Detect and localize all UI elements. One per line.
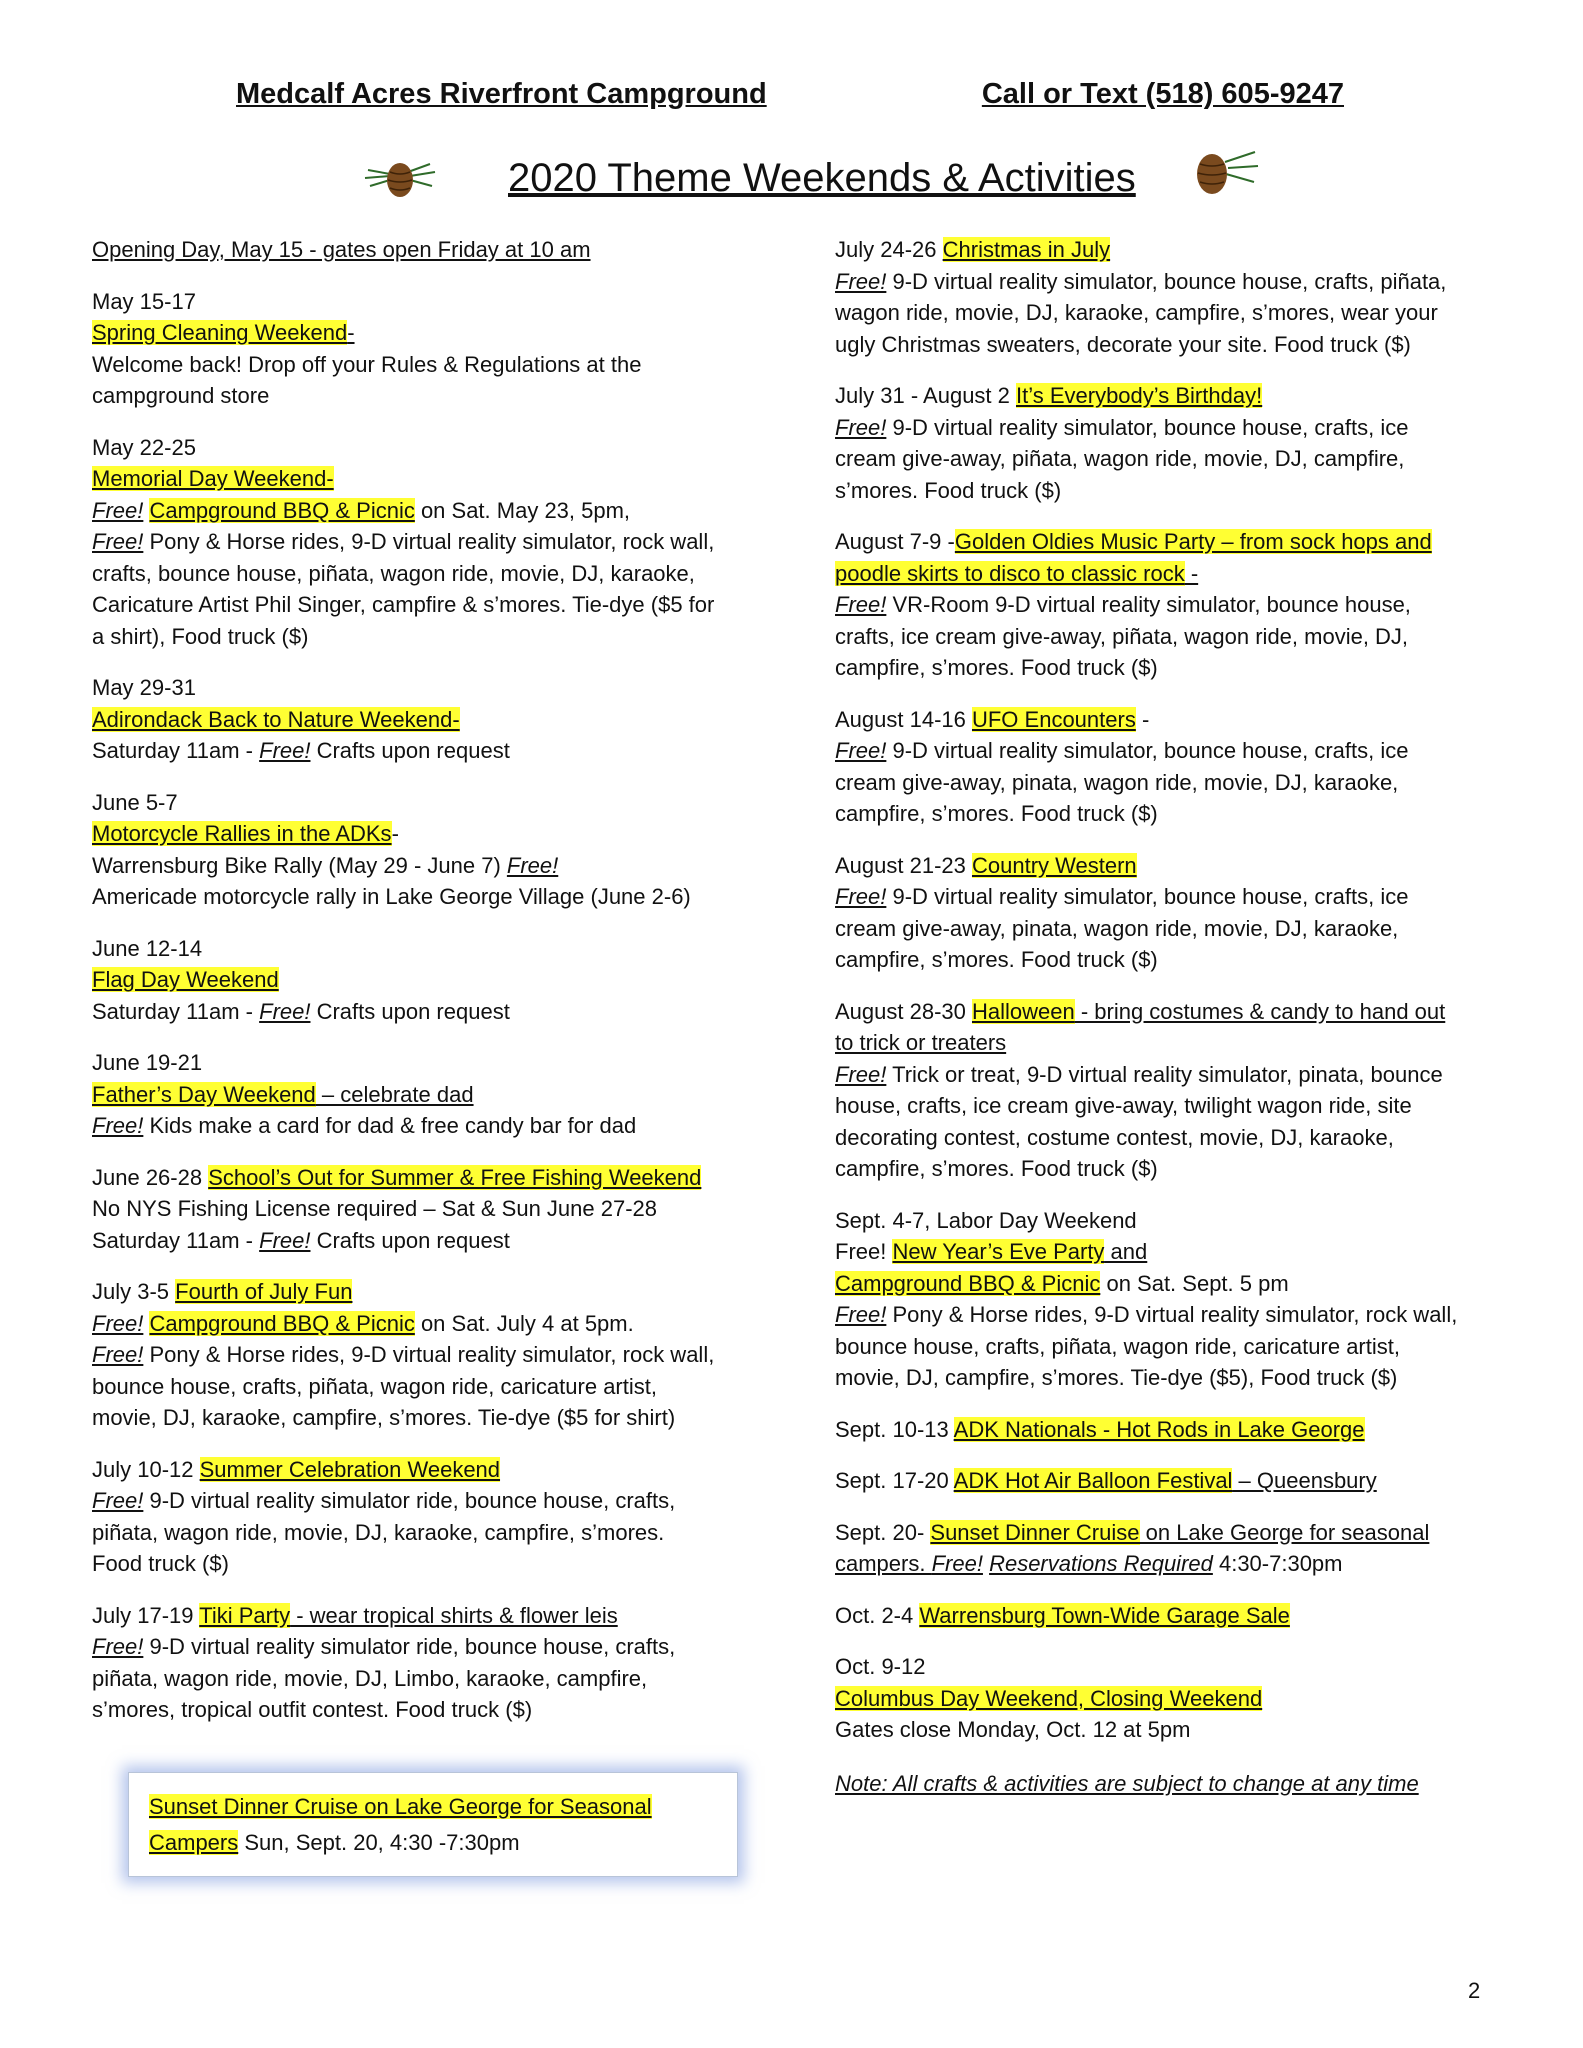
event-entry: August 14-16 UFO Encounters - Free! 9-D virtual reality simulator, bounce house, crafts, ice cream give-away, pinata, wagon ride, movie, DJ, karaoke, campfire, s’mores. Food truck ($)	[835, 706, 1409, 826]
event-entry: Sept. 4-7, Labor Day Weekend Free! New Year’s Eve Party and Campground BBQ & Picnic on Sat. Sept. 5 pm Free! Pony & Horse rides, 9-D virtual reality simulator, rock wall, bounce house, crafts, piñata, wagon ride, caricature artist, movie, DJ, campfire, s’mores. Tie-dye ($5), Food truck ($)	[835, 1207, 1458, 1390]
event-entry: Oct. 2-4 Warrensburg Town-Wide Garage Sale	[835, 1602, 1290, 1628]
left-column	[92, 234, 742, 1746]
event-theme: ADK Hot Air Balloon Festival	[953, 1468, 1233, 1493]
event-entry: August 7-9 -Golden Oldies Music Party – from sock hops and poodle skirts to disco to classic rock - Free! VR-Room 9-D virtual reality simulator, bounce house, crafts, ice cream give-away, piñata, wagon ride, movie, DJ, campfire, s’mores. Food truck ($)	[835, 529, 1432, 680]
event-theme: Country Western	[971, 852, 1137, 878]
event-theme: Tiki Party	[199, 1602, 291, 1628]
title-row	[360, 150, 1260, 210]
sunset-cruise-callout: Sunset Dinner Cruise on Lake George for Seasonal Campers Sun, Sept. 20, 4:30 -7:30pm	[128, 1772, 738, 1877]
event-theme: Spring Cleaning Weekend	[92, 320, 348, 345]
event-theme: Motorcycle Rallies in the ADKs	[92, 821, 392, 846]
pine-cone-icon	[1180, 142, 1260, 202]
event-theme: Summer Celebration Weekend	[199, 1456, 501, 1482]
event-entry: June 5-7 Motorcycle Rallies in the ADKs- Warrensburg Bike Rally (May 29 - June 7) Free! Americade motorcycle rally in Lake George Village (June 2-6)	[92, 789, 691, 909]
event-theme: It’s Everybody’s Birthday!	[1016, 383, 1263, 408]
event-theme: Fourth of July Fun	[175, 1279, 353, 1304]
event-entry: July 3-5 Fourth of July Fun Free! Campground BBQ & Picnic on Sat. July 4 at 5pm. Free! Pony & Horse rides, 9-D virtual reality simulator, rock wall, bounce house, crafts, piñata, wagon ride, caricature artist, movie, DJ, karaoke, campfire, s’mores. Tie-dye ($5 for shirt)	[92, 1279, 715, 1430]
event-entry: June 12-14 Flag Day Weekend Saturday 11am - Free! Crafts upon request	[92, 935, 510, 1024]
event-entry: May 29-31 Adirondack Back to Nature Weekend- Saturday 11am - Free! Crafts upon request	[92, 675, 510, 763]
event-theme: Flag Day Weekend	[92, 967, 279, 992]
event-theme: Memorial Day Weekend-	[92, 466, 334, 491]
pine-cone-icon	[360, 150, 440, 210]
event-entry: Sept. 17-20 ADK Hot Air Balloon Festival – Queensbury	[835, 1468, 1377, 1493]
event-theme: Halloween	[971, 998, 1075, 1024]
event-theme: Columbus Day Weekend, Closing Weekend	[835, 1685, 1263, 1711]
event-entry: August 21-23 Country Western Free! 9-D virtual reality simulator, bounce house, crafts, ice cream give-away, pinata, wagon ride, movie, DJ, karaoke, campfire, s’mores. Food truck ($)	[835, 852, 1409, 972]
event-entry: Oct. 9-12 Columbus Day Weekend, Closing Weekend Gates close Monday, Oct. 12 at 5pm	[835, 1654, 1263, 1742]
right-column	[835, 234, 1485, 1819]
event-entry: August 28-30 Halloween - bring costumes & candy to hand out to trick or treaters Free! Trick or treat, 9-D virtual reality simulator, pinata, bounce house, crafts, ice cream give-away, twilight wagon ride, site decorating contest, costume contest, movie, DJ, karaoke, campfire, s’mores. Food truck ($)	[835, 998, 1446, 1181]
event-entry: Sept. 20- Sunset Dinner Cruise on Lake George for seasonal campers. Free! Reservations Required 4:30-7:30pm	[835, 1519, 1430, 1576]
event-entry: Sept. 10-13 ADK Nationals - Hot Rods in Lake George	[835, 1416, 1365, 1442]
event-theme: Sunset Dinner Cruise	[930, 1519, 1140, 1545]
event-entry: July 24-26 Christmas in July Free! 9-D virtual reality simulator, bounce house, crafts, piñata, wagon ride, movie, DJ, karaoke, campfire, s’mores, wear your ugly Christmas sweaters, decorate your site. Food truck ($)	[835, 237, 1447, 357]
event-theme: Father’s Day Weekend	[92, 1081, 316, 1107]
page-number: 2	[1468, 1978, 1481, 2003]
event-entry: July 31 - August 2 It’s Everybody’s Birthday! Free! 9-D virtual reality simulator, bounce house, crafts, ice cream give-away, piñata, wagon ride, movie, DJ, campfire, s’mores. Food truck ($)	[835, 383, 1409, 503]
event-theme: Christmas in July	[942, 237, 1111, 262]
page-title: 2020 Theme Weekends & Activities	[508, 156, 1136, 200]
page-header	[236, 78, 1344, 111]
event-entry: July 17-19 Tiki Party - wear tropical shirts & flower leis Free! 9-D virtual reality simulator ride, bounce house, crafts, piñata, wagon ride, movie, DJ, Limbo, karaoke, campfire, s’mores, tropical outfit contest. Food truck ($)	[92, 1602, 676, 1722]
opening-day: Opening Day, May 15 - gates open Friday at 10 am	[92, 237, 591, 262]
event-theme: School’s Out for Summer & Free Fishing Weekend	[208, 1164, 702, 1190]
event-entry: July 10-12 Summer Celebration Weekend Free! 9-D virtual reality simulator ride, bounce house, crafts, piñata, wagon ride, movie, DJ, karaoke, campfire, s’mores. Food truck ($)	[92, 1456, 676, 1576]
event-entry: May 15-17 Spring Cleaning Weekend- Welcome back! Drop off your Rules & Regulations at the campground store	[92, 288, 642, 408]
event-theme: ADK Nationals - Hot Rods in Lake George	[953, 1416, 1365, 1442]
contact-phone: Call or Text (518) 605-9247	[981, 78, 1344, 110]
event-theme: UFO Encounters	[971, 706, 1136, 732]
event-entry: May 22-25 Memorial Day Weekend- Free! Campground BBQ & Picnic on Sat. May 23, 5pm, Free! Pony & Horse rides, 9-D virtual reality simulator, rock wall, crafts, bounce house, piñata, wagon ride, movie, DJ, karaoke, Caricature Artist Phil Singer, campfire & s’mores. Tie-dye ($5 for a shirt), Food truck ($)	[92, 434, 715, 649]
event-theme: Adirondack Back to Nature Weekend-	[92, 706, 460, 732]
event-theme: Warrensburg Town-Wide Garage Sale	[919, 1602, 1290, 1628]
event-entry: June 19-21 Father’s Day Weekend – celebrate dad Free! Kids make a card for dad & free candy bar for dad	[92, 1050, 637, 1138]
campground-name: Medcalf Acres Riverfront Campground	[236, 78, 767, 110]
disclaimer-note: Note: All crafts & activities are subject to change at any time	[835, 1770, 1419, 1796]
event-entry: June 26-28 School’s Out for Summer & Free Fishing Weekend No NYS Fishing License required – Sat & Sun June 27-28 Saturday 11am - Free! Crafts upon request	[92, 1164, 702, 1253]
event-theme: Golden Oldies Music Party – from sock hops and	[954, 529, 1432, 554]
event-theme: New Year’s Eve Party	[892, 1239, 1105, 1264]
